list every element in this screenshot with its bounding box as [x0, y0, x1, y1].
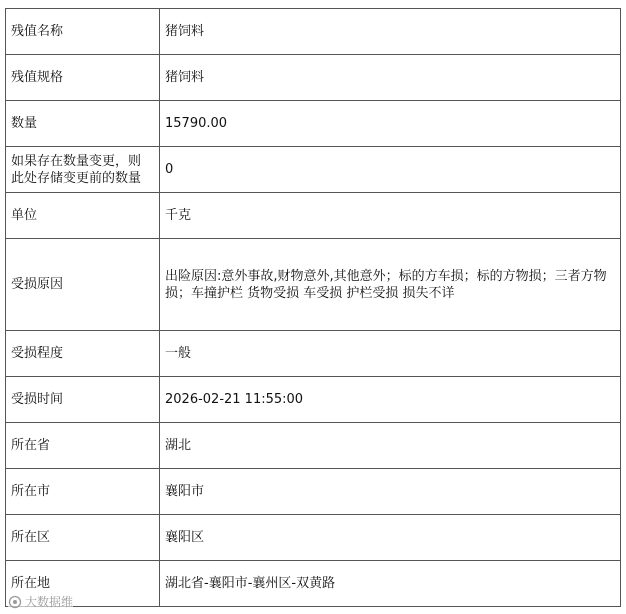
row-value: 出险原因:意外事故,财物意外,其他意外；标的方车损；标的方物损；三者方物损；车撞护栏 货物受损 车受损 护栏受损 损失不详 — [160, 239, 621, 331]
row-value: 湖北省-襄阳市-襄州区-双黄路 — [160, 561, 621, 607]
table-row — [6, 331, 621, 377]
detail-table — [5, 8, 621, 607]
row-value: 湖北 — [160, 423, 621, 469]
table-row — [6, 9, 621, 55]
row-value: 0 — [160, 147, 621, 193]
row-label: 数量 — [6, 101, 160, 147]
row-value: 猪饲料 — [160, 55, 621, 101]
row-value: 15790.00 — [160, 101, 621, 147]
row-label: 受损程度 — [6, 331, 160, 377]
row-label: 所在地 — [6, 561, 160, 607]
row-value: 一般 — [160, 331, 621, 377]
row-label: 所在区 — [6, 515, 160, 561]
table-row — [6, 193, 621, 239]
row-label: 残值名称 — [6, 9, 160, 55]
watermark-text: 大数据维 — [25, 595, 74, 609]
table-row — [6, 423, 621, 469]
row-value: 2026-02-21 11:55:00 — [160, 377, 621, 423]
row-label: 受损时间 — [6, 377, 160, 423]
table-row — [6, 515, 621, 561]
row-label: 单位 — [6, 193, 160, 239]
row-value: 襄阳区 — [160, 515, 621, 561]
row-value: 襄阳市 — [160, 469, 621, 515]
row-label: 受损原因 — [6, 239, 160, 331]
watermark — [8, 593, 73, 610]
row-value: 猪饲料 — [160, 9, 621, 55]
table-row — [6, 55, 621, 101]
row-label: 残值规格 — [6, 55, 160, 101]
row-value: 千克 — [160, 193, 621, 239]
table-row — [6, 239, 621, 331]
row-label: 如果存在数量变更，则此处存储变更前的数量 — [6, 147, 160, 193]
table-row — [6, 101, 621, 147]
table-row — [6, 561, 621, 607]
table-row — [6, 147, 621, 193]
table-row — [6, 377, 621, 423]
table-row — [6, 469, 621, 515]
row-label: 所在市 — [6, 469, 160, 515]
row-label: 所在省 — [6, 423, 160, 469]
logo-icon — [8, 595, 22, 609]
